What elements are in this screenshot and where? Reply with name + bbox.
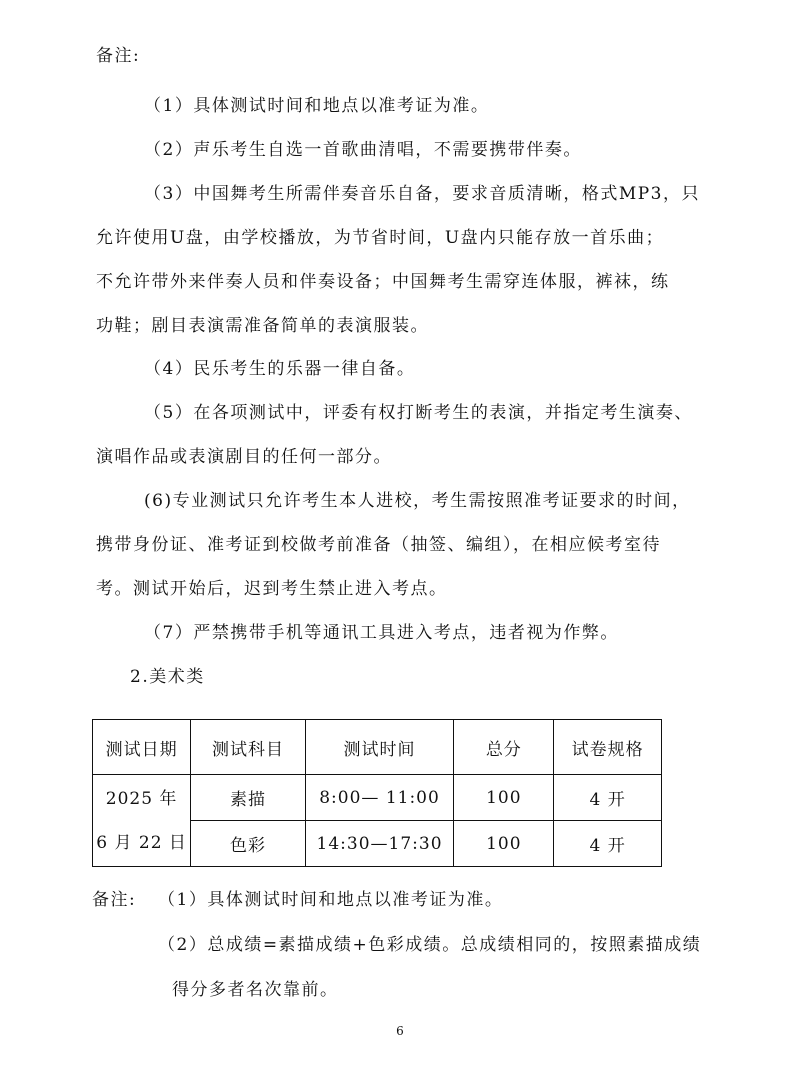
- score-cell: 100: [454, 821, 554, 867]
- header-test-time: 测试时间: [305, 720, 454, 775]
- note-item-1: （1）具体测试时间和地点以准考证为准。: [144, 96, 490, 116]
- time-cell: 8:00— 11:00: [305, 775, 454, 821]
- test-date-cell: [93, 775, 191, 867]
- table-row: [93, 775, 662, 821]
- score-cell: 100: [454, 775, 554, 821]
- test-date-day: 6 月 22 日: [96, 832, 187, 853]
- header-total-score: 总分: [454, 720, 554, 775]
- note-item-3-line-4: 功鞋；剧目表演需准备简单的表演服装。: [96, 316, 429, 336]
- note-item-7: （7）严禁携带手机等通讯工具进入考点，违者视为作弊。: [144, 623, 619, 643]
- art-note-item-2: （2）总成绩=素描成绩+色彩成绩。总成绩相同的，按照素描成绩: [158, 935, 702, 955]
- subject-cell: 素描: [191, 775, 306, 821]
- page-number: 6: [396, 1024, 404, 1038]
- test-date-year: 2025 年: [105, 788, 178, 809]
- note-item-5: （5）在各项测试中，评委有权打断考生的表演，并指定考生演奏、: [144, 403, 693, 423]
- note-item-4: （4）民乐考生的乐器一律自备。: [144, 359, 416, 379]
- note-item-3: （3）中国舞考生所需伴奏音乐自备，要求音质清晰，格式MP3，只: [144, 184, 700, 204]
- subject-cell: 色彩: [191, 821, 306, 867]
- header-test-subject: 测试科目: [191, 720, 306, 775]
- note-item-6-line-2: 携带身份证、准考证到校做考前准备（抽签、编组），在相应候考室待: [96, 535, 661, 555]
- paper-cell: 4 开: [554, 821, 662, 867]
- header-test-date: 测试日期: [93, 720, 191, 775]
- header-paper-size: 试卷规格: [554, 720, 662, 775]
- note-item-6-line-3: 考。测试开始后，迟到考生禁止进入考点。: [96, 579, 448, 599]
- note-item-2: （2）声乐考生自选一首歌曲清唱，不需要携带伴奏。: [144, 140, 582, 160]
- note-item-3-line-2: 允许使用U盘，由学校播放，为节省时间，U盘内只能存放一首乐曲；: [96, 228, 665, 248]
- note-item-3-line-3: 不允许带外来伴奏人员和伴奏设备；中国舞考生需穿连体服，裤袜，练: [96, 272, 670, 292]
- time-cell: 14:30—17:30: [305, 821, 454, 867]
- art-schedule-table: [92, 719, 662, 867]
- art-section-title: 2.美术类: [130, 667, 205, 687]
- art-note-item-2-line-2: 得分多者名次靠前。: [172, 980, 339, 1000]
- paper-cell: 4 开: [554, 775, 662, 821]
- note-item-6: (6)专业测试只允许考生本人进校，考生需按照准考证要求的时间，: [144, 491, 691, 511]
- notes-heading: 备注:: [96, 46, 141, 66]
- art-note-item-1: （1）具体测试时间和地点以准考证为准。: [158, 890, 504, 910]
- table-header-row: [93, 720, 662, 775]
- art-notes-heading: 备注:: [92, 890, 137, 910]
- note-item-5-line-2: 演唱作品或表演剧目的任何一部分。: [96, 447, 392, 467]
